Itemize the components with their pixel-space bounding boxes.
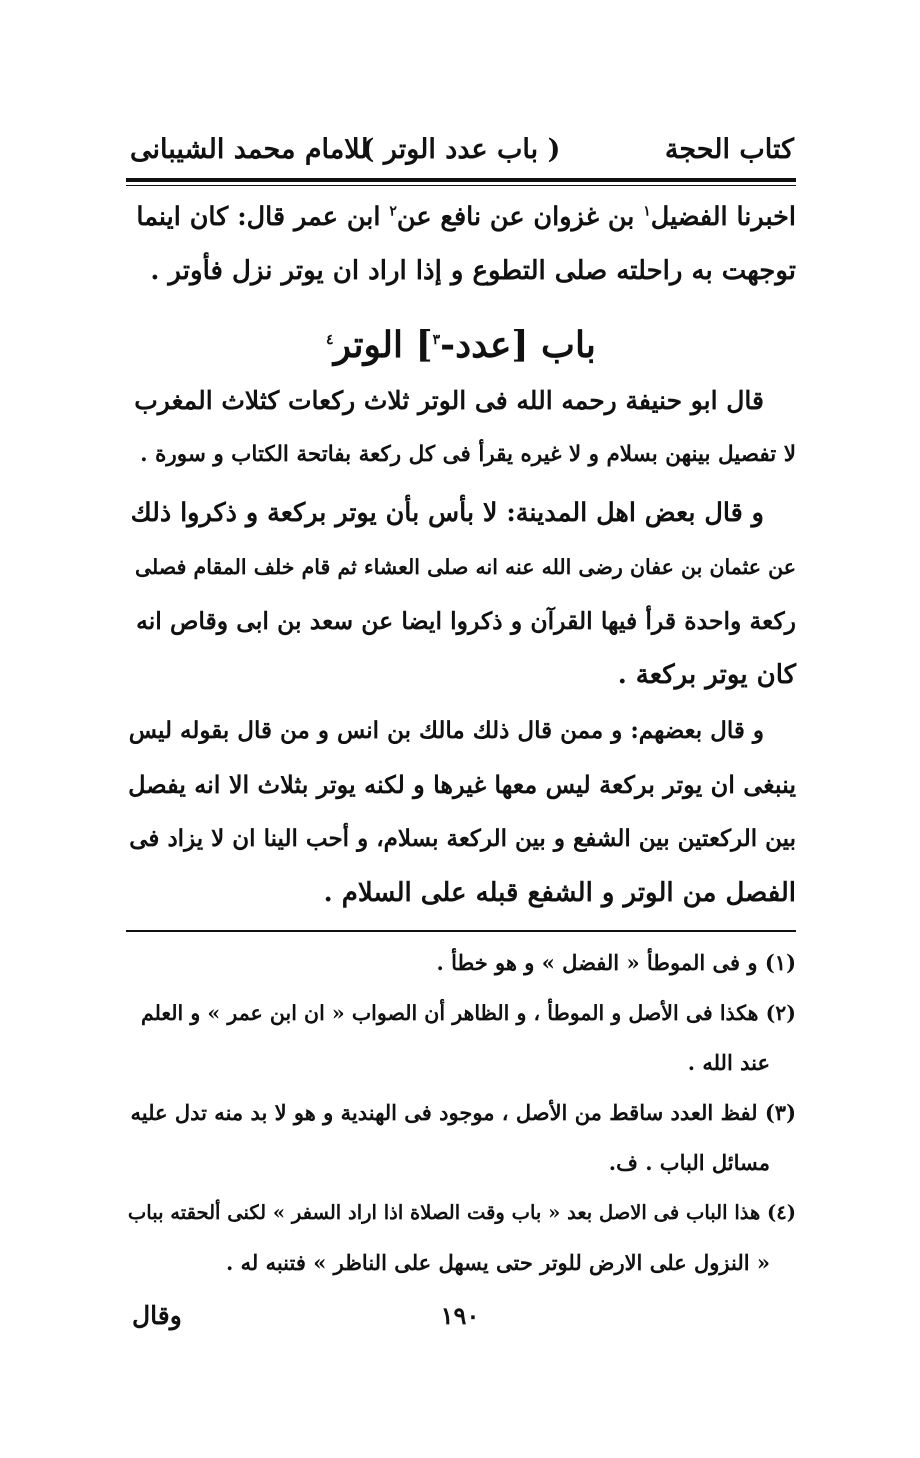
paragraph-2 <box>126 486 796 702</box>
paragraph-line: ركعة واحدة قرأ فيها القرآن و ذكروا ايضا عن سعد بن ابى وقاص انه <box>136 607 796 635</box>
running-header <box>126 128 796 172</box>
paragraph-line: كان يوتر بركعة . <box>617 660 796 690</box>
footnote-ref-4: ٤ <box>326 332 334 348</box>
paragraph-line: عن عثمان بن عفان رضى الله عنه انه صلى العشاء ثم قام خلف المقام فصلى <box>134 555 796 579</box>
footnote-4-cont: « النزول على الارض للوتر حتى يسهل على الناظر » فتنبه له . <box>225 1250 770 1275</box>
footnote-ref-2: ٢ <box>389 203 397 220</box>
chapter-heading: ( باب عدد الوتر ) <box>361 134 561 165</box>
footnote-3: (٣) لفظ العدد ساقط من الأصل ، موجود فى الهندية و هو لا بد منه تدل عليه <box>130 1100 796 1125</box>
header-rule-thick <box>126 178 796 182</box>
book-title: كتاب الحجة <box>664 134 794 165</box>
header-rule-thin <box>126 185 796 186</box>
footnote-1: (١) و فى الموطأ « الفضل » و هو خطأ . <box>436 950 796 975</box>
author-name: للامام محمد الشيبانى <box>130 134 369 165</box>
footnote-ref-3: ٣ <box>432 332 441 348</box>
footnote-ref-1: ١ <box>643 203 651 220</box>
footnote-separator <box>126 930 796 932</box>
paragraph-line: ينبغى ان يوتر بركعة ليس معها غيرها و لكنه يوتر بثلاث الا انه يفصل <box>128 770 796 799</box>
intro-line-1: اخبرنا الفضيل$^١$ بن غزوان عن نافع عن$^٢$ ابن عمر قال: كان اينما <box>136 202 796 232</box>
footnote-2: (٢) هكذا فى الأصل و الموطأ ، و الظاهر أن الصواب « ان ابن عمر » و العلم <box>140 1001 796 1025</box>
paragraph-line: بين الركعتين بين الشفع و بين الركعة بسلام، و أحب الينا ان لا يزاد فى <box>129 825 796 852</box>
intro-text <box>126 190 796 298</box>
footnote-4: (٤) هذا الباب فى الاصل بعد « باب وقت الصلاة اذا اراد السفر » لكنى ألحقته بباب <box>127 1201 796 1224</box>
footnotes <box>126 938 796 1288</box>
page-number: ١٩٠ <box>440 1301 480 1330</box>
catchword: وقال <box>132 1301 182 1330</box>
paragraph-line: و قال بعض اهل المدينة: لا بأس بأن يوتر بركعة و ذكروا ذلك <box>130 498 764 528</box>
paragraph-3 <box>126 704 796 920</box>
section-title: باب [عدد-$^٣$] الوتر$^٤$ <box>326 324 596 366</box>
paragraph-line: الفصل من الوتر و الشفع قبله على السلام . <box>323 878 796 908</box>
paragraph-line: و قال بعضهم: و ممن قال ذلك مالك بن انس و من قال بقوله ليس <box>128 717 764 744</box>
paragraph-line: لا تفصيل بينهن بسلام و لا غيره يقرأ فى كل ركعة بفاتحة الكتاب و سورة . <box>140 442 796 467</box>
footnote-3-cont: مسائل الباب . ف. <box>608 1150 770 1175</box>
footnote-2-cont: عند الله . <box>687 1050 770 1075</box>
paragraph-1 <box>126 374 796 482</box>
paragraph-line: قال ابو حنيفة رحمه الله فى الوتر ثلاث ركعات كثلاث المغرب <box>134 386 764 415</box>
intro-line-2: توجهت به راحلته صلى التطوع و إذا اراد ان يوتر نزل فأوتر . <box>150 256 796 286</box>
